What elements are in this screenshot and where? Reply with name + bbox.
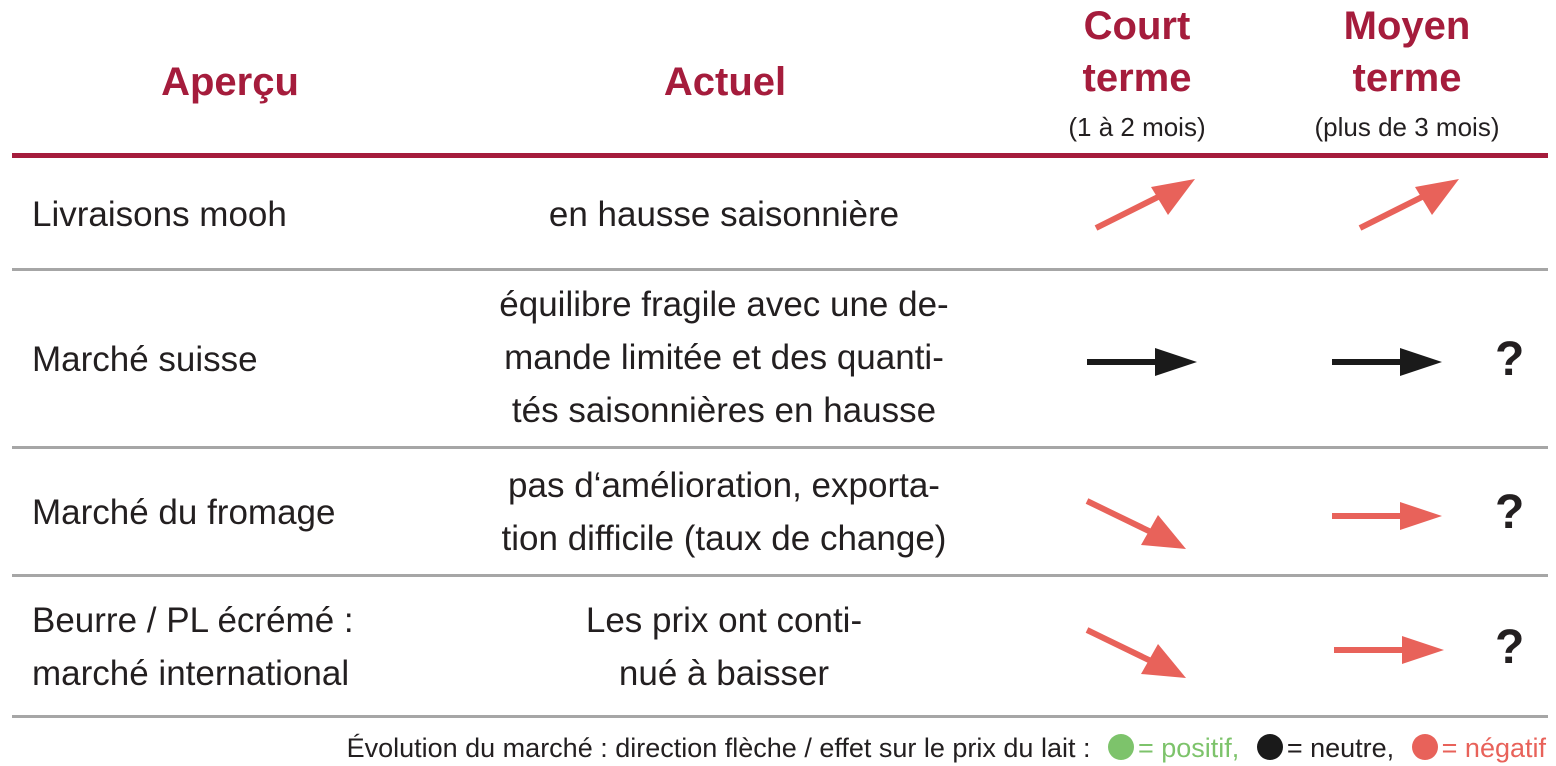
row-1-moyen-arrow-up-icon xyxy=(1354,175,1464,235)
row-4-moyen-arrow-flat-icon xyxy=(1332,632,1447,668)
row-4-apercu xyxy=(32,594,354,700)
row-3-actuel-line2: tion difficile (taux de change) xyxy=(501,519,947,558)
row-divider-1 xyxy=(12,268,1548,271)
legend-positif: = positif, xyxy=(1137,733,1240,763)
legend-neutre-dot-icon xyxy=(1257,734,1283,760)
row-3-apercu-line1: Marché du fromage xyxy=(32,493,336,532)
row-4-court-arrow-down-icon xyxy=(1083,622,1193,686)
row-divider-2 xyxy=(12,446,1548,449)
row-2-actuel-line3: tés saisonnières en hausse xyxy=(511,391,937,430)
row-2-apercu-line1: Marché suisse xyxy=(32,340,258,379)
header-court-sub: (1 à 2 mois) xyxy=(1068,112,1206,142)
row-3-apercu xyxy=(32,486,335,539)
legend-prefix: Évolution du marché : direction flèche / effet sur le prix du lait : xyxy=(346,733,1091,763)
header-actuel: Actuel xyxy=(663,60,787,104)
row-2-moyen-arrow-flat-icon xyxy=(1330,344,1445,380)
legend-neutre: = neutre, xyxy=(1286,733,1395,763)
header-moyen-sub: (plus de 3 mois) xyxy=(1314,112,1500,142)
row-3-actuel-line1: pas d‘amélioration, exporta- xyxy=(508,466,940,505)
header-court-line2: terme xyxy=(1082,56,1192,100)
header-divider xyxy=(12,153,1548,158)
table-bottom-divider xyxy=(12,715,1548,718)
row-divider-3 xyxy=(12,574,1548,577)
legend xyxy=(347,731,1546,765)
row-3-moyen-arrow-flat-icon xyxy=(1330,498,1445,534)
legend-positif-dot-icon xyxy=(1108,734,1134,760)
row-4-actuel-line2: nué à baisser xyxy=(618,654,830,693)
row-2-court-arrow-flat-icon xyxy=(1085,344,1200,380)
legend-negatif: = négatif xyxy=(1441,733,1546,763)
row-4-apercu-line1: Beurre / PL écrémé : xyxy=(32,601,354,640)
header-moyen-line1: Moyen xyxy=(1343,4,1471,48)
legend-negatif-dot-icon xyxy=(1412,734,1438,760)
row-2-apercu xyxy=(32,333,258,386)
row-2-actuel xyxy=(424,278,1024,437)
row-4-actuel-line1: Les prix ont conti- xyxy=(585,601,863,640)
header-court-line1: Court xyxy=(1083,4,1191,48)
row-4-actuel xyxy=(424,594,1024,700)
row-1-apercu-line1: Livraisons mooh xyxy=(32,195,287,234)
row-3-court-arrow-down-icon xyxy=(1083,493,1193,557)
row-3-actuel xyxy=(424,459,1024,565)
row-4-question: ? xyxy=(1495,621,1525,674)
header-court-terme xyxy=(1037,0,1237,142)
row-4-apercu-line2: marché international xyxy=(32,654,350,693)
row-1-court-arrow-up-icon xyxy=(1090,175,1200,235)
row-1-apercu xyxy=(32,188,287,241)
row-1-actuel-line1: en hausse saisonnière xyxy=(548,195,900,234)
row-2-actuel-line1: équilibre fragile avec une de- xyxy=(499,285,949,324)
row-3-question: ? xyxy=(1495,486,1525,539)
header-moyen-line2: terme xyxy=(1352,56,1462,100)
header-moyen-terme xyxy=(1287,0,1527,142)
row-2-actuel-line2: mande limitée et des quanti- xyxy=(504,338,944,377)
row-2-question: ? xyxy=(1495,333,1525,386)
header-apercu: Aperçu xyxy=(161,60,299,104)
row-1-actuel xyxy=(424,188,1024,241)
